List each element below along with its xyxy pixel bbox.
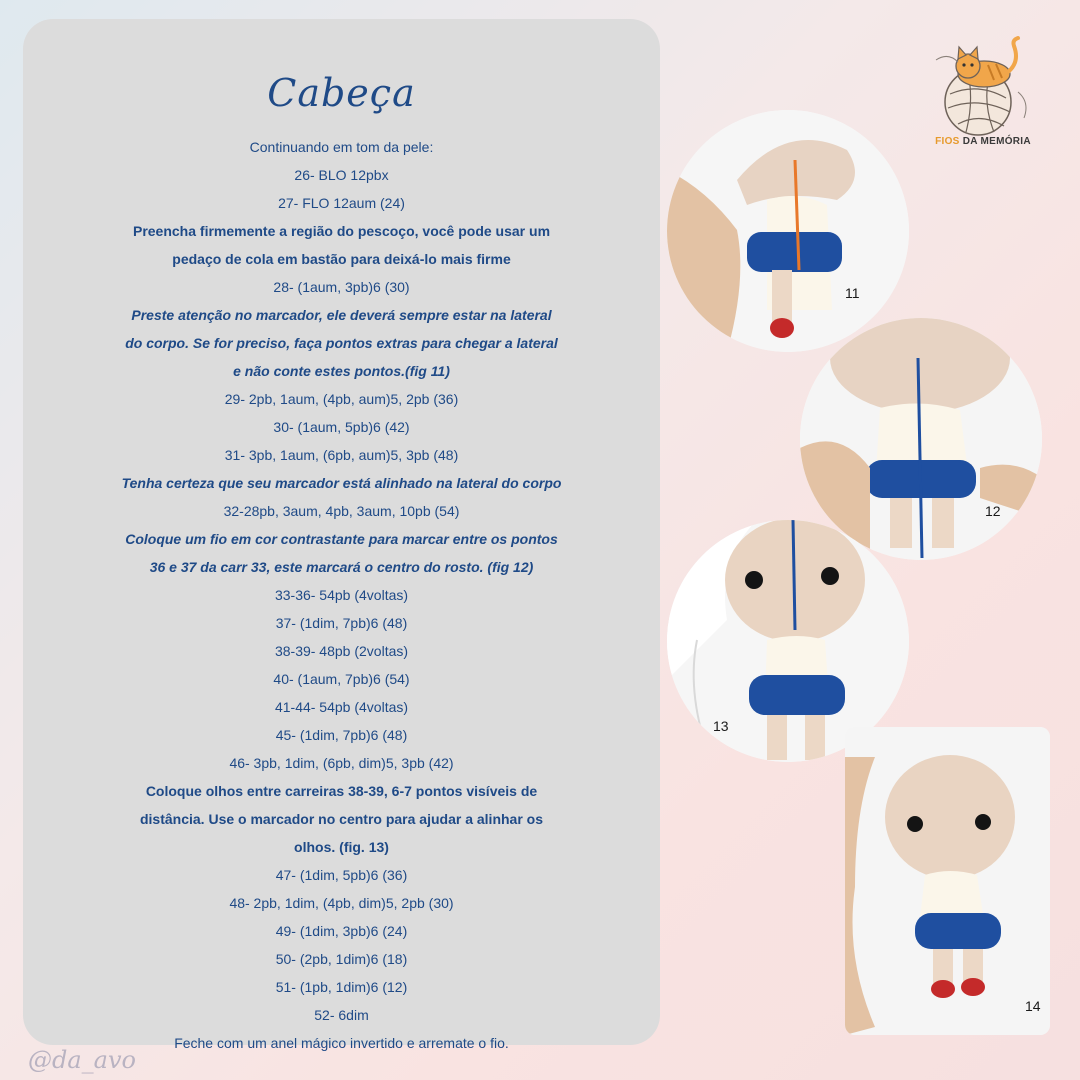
pattern-panel [23,19,660,1051]
pattern-line: 36 e 37 da carr 33, este marcará o centro do rosto. (fig 12) [149,559,534,575]
pattern-line: Preste atenção no marcador, ele deverá sempre estar na lateral [131,307,552,323]
pattern-line: Continuando em tom da pele: [249,139,434,155]
doll-photo-icon [667,520,909,762]
brand-logo [928,32,1038,154]
doll-photo-icon [667,110,909,352]
pattern-line: 52- 6dim [314,1007,369,1023]
pattern-line: 45- (1dim, 7pb)6 (48) [275,727,408,743]
author-handle: @da_avo [28,1046,136,1074]
doll-photo-icon [845,727,1050,1035]
figure-label: 11 [845,285,860,301]
pattern-line: do corpo. Se for preciso, faça pontos extras para chegar a lateral [125,335,558,351]
pattern-line: olhos. (fig. 13) [294,839,389,855]
pattern-line: 29- 2pb, 1aum, (4pb, aum)5, 2pb (36) [224,391,459,407]
figure-12-photo [800,318,1042,560]
figure-13-photo [667,520,909,762]
figure-11-photo [667,110,909,352]
pattern-line: e não conte estes pontos.(fig 11) [233,363,450,379]
pattern-lines [23,133,660,1057]
pattern-line: Coloque olhos entre carreiras 38-39, 6-7 pontos visíveis de [145,783,538,799]
pattern-line: 47- (1dim, 5pb)6 (36) [275,867,408,883]
pattern-line: 38-39- 48pb (2voltas) [274,643,409,659]
pattern-line: 26- BLO 12pbx [294,167,389,183]
doll-photo-icon [800,318,1042,560]
pattern-line: 32-28pb, 3aum, 4pb, 3aum, 10pb (54) [223,503,460,519]
pattern-line: 46- 3pb, 1dim, (6pb, dim)5, 3pb (42) [229,755,454,771]
pattern-line: Tenha certeza que seu marcador está alinhado na lateral do corpo [121,475,562,491]
figure-label: 12 [985,503,1001,519]
pattern-line: pedaço de cola em bastão para deixá-lo mais firme [172,251,511,267]
pattern-line: 37- (1dim, 7pb)6 (48) [275,615,408,631]
pattern-line: 48- 2pb, 1dim, (4pb, dim)5, 2pb (30) [229,895,454,911]
figure-14-photo [845,727,1050,1035]
pattern-line: 41-44- 54pb (4voltas) [274,699,409,715]
figure-label: 14 [1025,998,1041,1014]
cat-yarn-logo-icon [928,32,1038,136]
pattern-line: Preencha firmemente a região do pescoço, você pode usar um [132,223,551,239]
pattern-line: 30- (1aum, 5pb)6 (42) [273,419,410,435]
pattern-line: 51- (1pb, 1dim)6 (12) [275,979,408,995]
pattern-line: 27- FLO 12aum (24) [278,195,405,211]
pattern-line: 40- (1aum, 7pb)6 (54) [273,671,410,687]
pattern-line: 50- (2pb, 1dim)6 (18) [275,951,408,967]
pattern-line: distância. Use o marcador no centro para ajudar a alinhar os [139,811,544,827]
pattern-line: Feche com um anel mágico invertido e arremate o fio. [174,1035,509,1051]
pattern-line: 28- (1aum, 3pb)6 (30) [273,279,410,295]
page-title: Cabeça [267,71,416,115]
pattern-line: 49- (1dim, 3pb)6 (24) [275,923,408,939]
pattern-line: 33-36- 54pb (4voltas) [274,587,409,603]
pattern-line: Coloque um fio em cor contrastante para marcar entre os pontos [125,531,558,547]
logo-wordmark: FIOS DA MEMÓRIA [935,136,1031,147]
figure-label: 13 [713,718,729,734]
pattern-line: 31- 3pb, 1aum, (6pb, aum)5, 3pb (48) [224,447,459,463]
